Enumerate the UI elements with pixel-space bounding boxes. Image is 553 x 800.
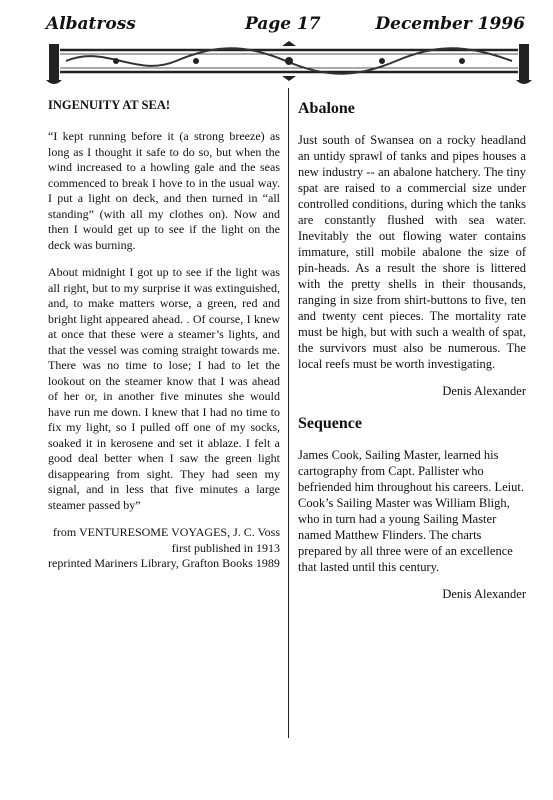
source-first-published: first published in 1913 — [171, 540, 280, 555]
abalone-heading: Abalone — [298, 100, 355, 117]
abalone-body: Just south of Swansea on a rocky headland an untidy sprawl of tanks and pipes houses a new industry -- an abalone hatchery. The tiny spat are raised to a commercial size under controlled conditions, during which the tanks are constantly flushed with sea water. Inevitably the out flowing water contains immature, still mobile abalone the size of pin-heads. As a result the shore is littered with the pretty shells in their thousands, ranging in size from shirt-buttons to five, ten and twenty cent pieces. The mortality rate must be high, but with such a wealth of spat, the survivors must also be numerous. The local reefs must be worth investigating. — [298, 133, 526, 371]
publication-name: Albatross — [46, 14, 136, 34]
column-divider — [288, 88, 289, 738]
source-reprint: reprinted Mariners Library, Grafton Books 1989 — [48, 556, 280, 570]
issue-date: December 1996 — [375, 14, 525, 34]
right-anchor-ornament — [516, 44, 532, 84]
abalone-author: Denis Alexander — [442, 384, 526, 398]
right-column — [298, 92, 526, 618]
page-header — [40, 14, 525, 38]
left-column — [48, 92, 280, 572]
sequence-heading: Sequence — [298, 415, 362, 432]
article-paragraph: About midnight I got up to see if the light was all right, but to my surprise it was extinguished, and, to make matters worse, a green, red and bright light appeared ahead. . Of course, I knew at once that these were a steamer’s lights, and that the vessel was coming straight towards me. There was no time to lose; I had to let the lookout on the steamer know that I was ahead of her or, in another five minutes she would have run me down. I knew that I had no time to fix my light, so I pulled off one of my socks, soaked it in kerosene and set it ablaze. I felt a good deal better when I saw the green light disappearing from sight. They had seen my signal, and in less that five minutes a large steamer passed by” — [48, 265, 280, 512]
left-anchor-ornament — [46, 44, 62, 84]
source-title: from VENTURESOME VOYAGES, J. C. Voss — [52, 525, 280, 539]
article-paragraph: “I kept running before it (a strong breeze) as long as I thought it safe to do so, but when the wind increased to a howling gale and the seas commenced to break I hove to in the usual way. I put a light on deck, and then turned in “all standing” (with all my clothes on). Now and then I would get up to see if the light on the deck was burning. — [48, 129, 280, 252]
article-title: INGENUITY AT SEA! — [48, 98, 171, 112]
sequence-author: Denis Alexander — [442, 587, 526, 601]
page-number: Page 17 — [245, 14, 321, 34]
sequence-body: James Cook, Sailing Master, learned his cartography from Capt. Pallister who befriended him throughout his careers. Leiut. Cook’s Sailing Master was William Bligh, who in turn had a young Sailing Master named Matthew Flinders. The charts prepared by all three were of an excellence that lasted until this century. — [298, 448, 524, 574]
source-citation — [48, 525, 280, 572]
decorative-rope-banner — [46, 40, 532, 86]
